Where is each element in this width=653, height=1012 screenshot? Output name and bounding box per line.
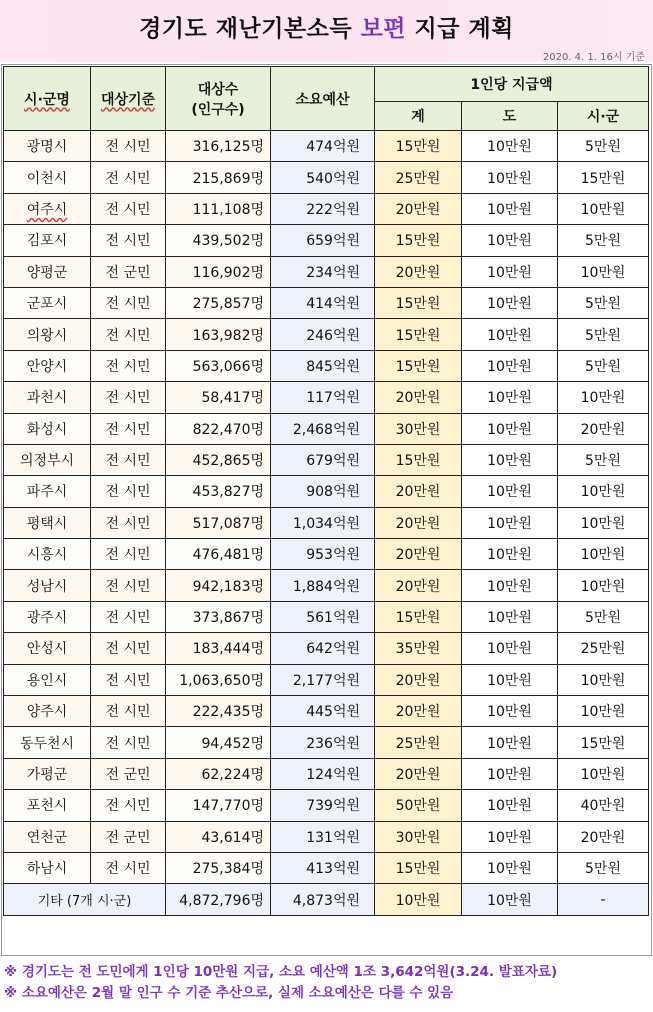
sigun-cell: 20만원 [558,821,649,852]
payment-table [3,66,649,916]
do-cell: 10만원 [462,570,558,601]
table-row [4,507,649,538]
sigun-cell: 10만원 [558,696,649,727]
total-cell: 20만원 [375,696,462,727]
footnotes [4,962,649,1004]
do-cell: 10만원 [462,696,558,727]
budget-cell: 414억원 [271,287,375,318]
budget-cell: 679억원 [271,444,375,475]
region-cell [4,193,91,224]
header-per-person: 1인당 지급액 [375,67,649,102]
do-cell: 10만원 [462,319,558,350]
header-pop-line2: (인구수) [191,101,245,118]
target-cell: 전 시민 [91,193,166,224]
do-cell: 10만원 [462,193,558,224]
total-cell: 15만원 [375,287,462,318]
target-cell: 전 시민 [91,287,166,318]
table-row [4,350,649,381]
budget-cell: 1,034억원 [271,507,375,538]
budget-cell: 445억원 [271,696,375,727]
table-row [4,633,649,664]
do-cell: 10만원 [462,601,558,632]
sigun-cell: 15만원 [558,162,649,193]
table-row [4,256,649,287]
target-cell: 전 시민 [91,162,166,193]
sigun-cell: 5만원 [558,319,649,350]
target-cell: 전 시민 [91,790,166,821]
header-population [166,67,271,131]
sigun-cell: 10만원 [558,539,649,570]
total-cell: 15만원 [375,444,462,475]
header-total: 계 [375,102,462,131]
budget-cell: 540억원 [271,162,375,193]
population-cell: 58,417명 [166,382,271,413]
do-cell: 10만원 [462,444,558,475]
sigun-cell: 10만원 [558,256,649,287]
table-row [4,162,649,193]
total-cell: 25만원 [375,162,462,193]
sigun-cell: 15만원 [558,727,649,758]
do-cell: 10만원 [462,758,558,789]
region-cell: 가평군 [4,758,91,789]
table-row [4,601,649,632]
population-cell: 147,770명 [166,790,271,821]
budget-cell: 845억원 [271,350,375,381]
population-cell: 452,865명 [166,444,271,475]
table-row [4,413,649,444]
budget-cell: 2,177억원 [271,664,375,695]
sigun-cell: 5만원 [558,601,649,632]
table-row [4,476,649,507]
sigun-cell: 5만원 [558,225,649,256]
do-cell: 10만원 [462,382,558,413]
population-cell: 275,384명 [166,852,271,883]
budget-cell: 2,468억원 [271,413,375,444]
population-cell: 183,444명 [166,633,271,664]
sigun-cell: 40만원 [558,790,649,821]
budget-cell: 413억원 [271,852,375,883]
sigun-cell: 10만원 [558,758,649,789]
population-cell: 1,063,650명 [166,664,271,695]
population-cell: 116,902명 [166,256,271,287]
population-cell: 275,857명 [166,287,271,318]
table-row [4,821,649,852]
target-cell: 전 시민 [91,570,166,601]
target-cell: 전 시민 [91,727,166,758]
total-cell: 35만원 [375,633,462,664]
total-cell: 20만원 [375,256,462,287]
do-cell: 10만원 [462,507,558,538]
header-pop-line1: 대상수 [197,81,239,98]
region-label: 여주시 [26,201,68,218]
population-cell: 563,066명 [166,350,271,381]
region-cell: 동두천시 [4,727,91,758]
region-cell: 파주시 [4,476,91,507]
population-cell: 822,470명 [166,413,271,444]
region-cell: 연천군 [4,821,91,852]
sigun-cell: 25만원 [558,633,649,664]
population-cell: 222,435명 [166,696,271,727]
table-row [4,193,649,224]
budget-cell: 474억원 [271,131,375,162]
target-cell: 전 시민 [91,664,166,695]
title-text-pre: 경기도 재난기본소득 [139,16,361,42]
population-cell: 62,224명 [166,758,271,789]
population-cell: 94,452명 [166,727,271,758]
region-cell: 포천시 [4,790,91,821]
table-row [4,696,649,727]
region-cell: 광주시 [4,601,91,632]
total-cell: 20만원 [375,664,462,695]
budget-cell: 739억원 [271,790,375,821]
total-cell: 20만원 [375,758,462,789]
total-cell: 20만원 [375,570,462,601]
other-total: 10만원 [375,884,462,915]
population-cell: 453,827명 [166,476,271,507]
target-cell: 전 시민 [91,444,166,475]
do-cell: 10만원 [462,539,558,570]
sigun-cell: 10만원 [558,507,649,538]
total-cell: 20만원 [375,539,462,570]
target-cell: 전 군민 [91,758,166,789]
budget-cell: 222억원 [271,193,375,224]
target-cell: 전 시민 [91,539,166,570]
sigun-cell: 20만원 [558,413,649,444]
sigun-cell: 10만원 [558,476,649,507]
region-cell: 화성시 [4,413,91,444]
total-cell: 15만원 [375,601,462,632]
header-sigun: 시·군 [558,102,649,131]
region-cell: 안양시 [4,350,91,381]
header-region [4,67,91,131]
table-row [4,382,649,413]
do-cell: 10만원 [462,821,558,852]
region-cell: 용인시 [4,664,91,695]
total-cell: 30만원 [375,413,462,444]
header-target [91,67,166,131]
budget-cell: 953억원 [271,539,375,570]
region-cell: 광명시 [4,131,91,162]
sigun-cell: 5만원 [558,350,649,381]
population-cell: 316,125명 [166,131,271,162]
target-cell: 전 시민 [91,131,166,162]
sigun-cell: 5만원 [558,131,649,162]
population-cell: 439,502명 [166,225,271,256]
table-row [4,539,649,570]
total-cell: 20만원 [375,382,462,413]
title-text-post: 지급 계획 [406,16,514,42]
other-do: 10만원 [462,884,558,915]
budget-cell: 117억원 [271,382,375,413]
title-highlight: 보편 [360,16,407,42]
target-cell: 전 시민 [91,476,166,507]
other-sigun: - [558,884,649,915]
region-cell: 이천시 [4,162,91,193]
other-label: 기타 (7개 시·군) [4,884,166,915]
region-cell: 김포시 [4,225,91,256]
do-cell: 10만원 [462,664,558,695]
as-of-date: 2020. 4. 1. 16시 기준 [542,52,645,63]
table-row [4,664,649,695]
total-cell: 25만원 [375,727,462,758]
target-cell: 전 시민 [91,382,166,413]
population-cell: 43,614명 [166,821,271,852]
header-budget: 소요예산 [271,67,375,131]
total-cell: 15만원 [375,852,462,883]
budget-cell: 246억원 [271,319,375,350]
table-row [4,319,649,350]
target-cell: 전 시민 [91,319,166,350]
table-row [4,287,649,318]
region-cell: 하남시 [4,852,91,883]
total-cell: 20만원 [375,193,462,224]
population-cell: 215,869명 [166,162,271,193]
do-cell: 10만원 [462,790,558,821]
total-cell: 30만원 [375,821,462,852]
do-cell: 10만원 [462,350,558,381]
table-row [4,570,649,601]
total-cell: 20만원 [375,507,462,538]
sigun-cell: 5만원 [558,444,649,475]
table-row [4,758,649,789]
target-cell: 전 시민 [91,413,166,444]
other-budget: 4,873억원 [271,884,375,915]
do-cell: 10만원 [462,852,558,883]
sigun-cell: 10만원 [558,570,649,601]
table-body [4,131,649,884]
header-region-label: 시·군명 [24,91,70,108]
population-cell: 942,183명 [166,570,271,601]
target-cell: 전 시민 [91,225,166,256]
header-do: 도 [462,102,558,131]
budget-cell: 124억원 [271,758,375,789]
do-cell: 10만원 [462,633,558,664]
target-cell: 전 군민 [91,256,166,287]
target-cell: 전 시민 [91,350,166,381]
region-cell: 군포시 [4,287,91,318]
region-cell: 양주시 [4,696,91,727]
budget-cell: 561억원 [271,601,375,632]
budget-cell: 659억원 [271,225,375,256]
population-cell: 163,982명 [166,319,271,350]
page-title [0,10,653,43]
population-cell: 476,481명 [166,539,271,570]
footnote-1: ※ 경기도는 전 도민에게 1인당 10만원 지급, 소요 예산액 1조 3,642억원(3.24. 발표자료) [4,964,558,980]
do-cell: 10만원 [462,727,558,758]
total-cell: 15만원 [375,131,462,162]
do-cell: 10만원 [462,476,558,507]
sigun-cell: 10만원 [558,382,649,413]
population-cell: 373,867명 [166,601,271,632]
target-cell: 전 시민 [91,601,166,632]
do-cell: 10만원 [462,287,558,318]
total-cell: 15만원 [375,225,462,256]
target-cell: 전 시민 [91,852,166,883]
budget-cell: 1,884억원 [271,570,375,601]
table-row-other [4,884,649,915]
budget-cell: 908억원 [271,476,375,507]
region-cell: 성남시 [4,570,91,601]
target-cell: 전 시민 [91,633,166,664]
budget-cell: 236억원 [271,727,375,758]
total-cell: 50만원 [375,790,462,821]
do-cell: 10만원 [462,131,558,162]
do-cell: 10만원 [462,225,558,256]
footnote-2: ※ 소요예산은 2월 말 인구 수 기준 추산으로, 실제 소요예산은 다를 수 있음 [4,985,454,1001]
total-cell: 20만원 [375,476,462,507]
region-cell: 양평군 [4,256,91,287]
table-row [4,852,649,883]
budget-cell: 131억원 [271,821,375,852]
do-cell: 10만원 [462,413,558,444]
sigun-cell: 5만원 [558,287,649,318]
do-cell: 10만원 [462,162,558,193]
region-cell: 의왕시 [4,319,91,350]
region-cell: 의정부시 [4,444,91,475]
population-cell: 111,108명 [166,193,271,224]
table-row [4,727,649,758]
budget-cell: 642억원 [271,633,375,664]
sigun-cell: 5만원 [558,852,649,883]
region-cell: 안성시 [4,633,91,664]
region-cell: 과천시 [4,382,91,413]
header-target-label: 대상기준 [100,91,156,108]
table-row [4,444,649,475]
other-pop: 4,872,796명 [166,884,271,915]
sigun-cell: 10만원 [558,664,649,695]
total-cell: 15만원 [375,350,462,381]
population-cell: 517,087명 [166,507,271,538]
target-cell: 전 시민 [91,696,166,727]
budget-cell: 234억원 [271,256,375,287]
table-row [4,790,649,821]
target-cell: 전 군민 [91,821,166,852]
region-cell: 평택시 [4,507,91,538]
table-row [4,131,649,162]
do-cell: 10만원 [462,256,558,287]
table-row [4,225,649,256]
region-cell: 시흥시 [4,539,91,570]
total-cell: 15만원 [375,319,462,350]
sigun-cell: 10만원 [558,193,649,224]
target-cell: 전 시민 [91,507,166,538]
